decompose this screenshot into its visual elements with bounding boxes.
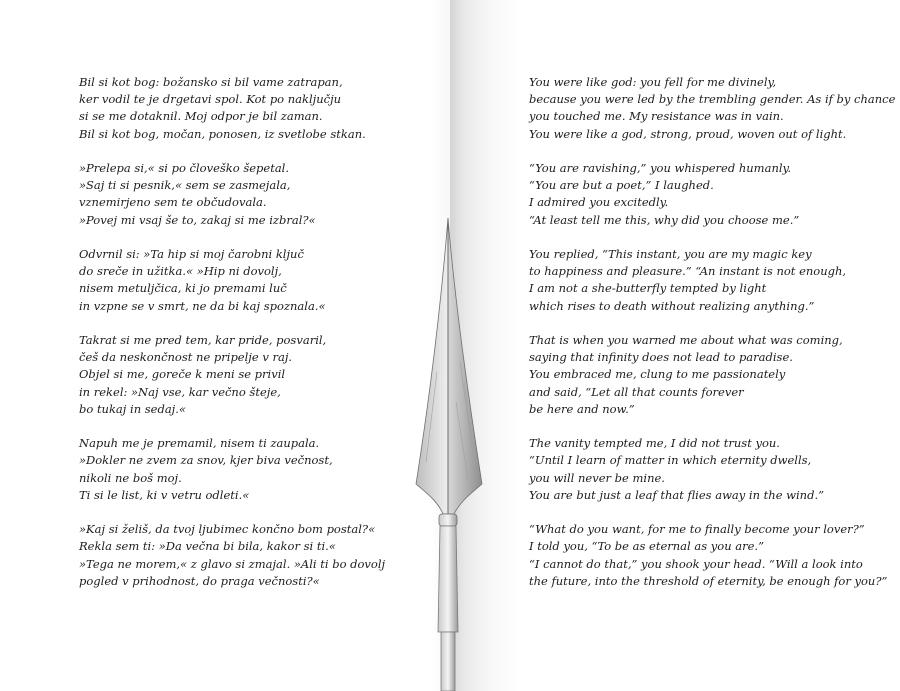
stanza xyxy=(529,160,895,229)
poem-line: “I cannot do that,” you shook your head. “Will a look into xyxy=(529,556,863,571)
poem-line: »Prelepa si,« si po človeško šepetal. xyxy=(79,161,290,175)
stanza xyxy=(529,435,895,504)
stanza xyxy=(79,246,385,315)
stanza xyxy=(79,332,385,418)
poem-line: Odvrnil si: »Ta hip si moj čarobni ključ xyxy=(79,247,304,261)
poem-line: Objel si me, goreče k meni se privil xyxy=(79,367,286,382)
poem-line: You replied, “This instant, you are my magic key xyxy=(529,247,812,261)
poem-line: nikoli ne boš moj. xyxy=(79,470,182,485)
poem-line: Napuh me je premamil, nisem ti zaupala. xyxy=(79,436,320,451)
stanza xyxy=(529,246,895,315)
poem-line: because you were led by the trembling gender. As if by chance xyxy=(529,92,896,107)
poem-line: You embraced me, clung to me passionately xyxy=(529,367,786,382)
poem-line: do sreče in užitka.« »Hip ni dovolj, xyxy=(79,264,282,279)
poem-line: you touched me. My resistance was in vain. xyxy=(529,109,784,124)
spear-tip-icon xyxy=(404,212,494,691)
poem-line: Takrat si me pred tem, kar pride, posvaril, xyxy=(79,333,327,347)
poem-line: ker vodil te je drgetavi spol. Kot po naključju xyxy=(79,92,342,107)
stanza xyxy=(79,74,385,143)
poem-line: češ da neskončnost ne pripelje v raj. xyxy=(79,350,293,365)
poem-line: in rekel: »Naj vse, kar večno šteje, xyxy=(79,384,281,399)
english-poem xyxy=(529,74,895,607)
stanza xyxy=(79,160,385,229)
stanza xyxy=(529,74,895,143)
poem-line: and said, “Let all that counts forever xyxy=(529,384,744,399)
poem-line: You were like a god, strong, proud, woven out of light. xyxy=(529,126,847,141)
poem-line: You are but just a leaf that flies away in the wind.” xyxy=(529,487,824,502)
poem-line: bo tukaj in sedaj.« xyxy=(79,401,186,416)
poem-line: be here and now.” xyxy=(529,401,635,416)
poem-line: That is when you warned me about what was coming, xyxy=(529,333,843,347)
stanza xyxy=(79,435,385,504)
poem-line: si se me dotaknil. Moj odpor je bil zaman. xyxy=(79,109,323,124)
poem-line: saying that infinity does not lead to paradise. xyxy=(529,350,793,365)
poem-line: “What do you want, for me to finally become your lover?” xyxy=(529,522,865,537)
stanza xyxy=(79,521,385,590)
stanza xyxy=(529,332,895,418)
poem-line: vznemirjeno sem te občudovala. xyxy=(79,195,267,210)
poem-line: I admired you excitedly. xyxy=(529,195,669,210)
poem-line: “You are but a poet,” I laughed. xyxy=(529,178,714,193)
poem-line: The vanity tempted me, I did not trust you. xyxy=(529,436,780,451)
poem-line: pogled v prihodnost, do praga večnosti?« xyxy=(79,573,320,588)
poem-line: “At least tell me this, why did you choose me.” xyxy=(529,212,800,227)
poem-line: nisem metuljčica, ki jo premami luč xyxy=(79,281,287,296)
poem-line: to happiness and pleasure.” “An instant is not enough, xyxy=(529,264,847,279)
poem-line: the future, into the threshold of eternity, be enough for you?” xyxy=(529,573,888,588)
poem-line: I told you, “To be as eternal as you are.” xyxy=(529,539,764,554)
poem-line: »Dokler ne zvem za snov, kjer biva večnost, xyxy=(79,453,333,468)
poem-line: You were like god: you fell for me divinely, xyxy=(529,75,777,89)
poem-line: Bil si kot bog: božansko si bil vame zatrapan, xyxy=(79,75,343,89)
poem-line: »Tega ne morem,« z glavo si zmajal. »Ali ti bo dovolj xyxy=(79,556,386,571)
poem-line: which rises to death without realizing anything.” xyxy=(529,298,815,313)
poem-line: “You are ravishing,” you whispered humanly. xyxy=(529,161,792,175)
poem-line: »Saj ti si pesnik,« sem se zasmejala, xyxy=(79,178,291,193)
poem-line: “Until I learn of matter in which eternity dwells, xyxy=(529,453,812,468)
poem-line: in vzpne se v smrt, ne da bi kaj spoznala.« xyxy=(79,298,326,313)
poem-line: »Kaj si želiš, da tvoj ljubimec končno bom postal?« xyxy=(79,522,376,537)
stanza xyxy=(529,521,895,590)
poem-line: Ti si le list, ki v vetru odleti.« xyxy=(79,487,250,502)
poem-line: »Povej mi vsaj še to, zakaj si me izbral?« xyxy=(79,212,316,227)
slovene-poem xyxy=(79,74,385,607)
poem-line: you will never be mine. xyxy=(529,470,665,485)
poem-line: Rekla sem ti: »Da večna bi bila, kakor si ti.« xyxy=(79,539,336,554)
poem-line: I am not a she-butterfly tempted by light xyxy=(529,281,767,296)
poem-line: Bil si kot bog, močan, ponosen, iz svetlobe stkan. xyxy=(79,126,366,141)
